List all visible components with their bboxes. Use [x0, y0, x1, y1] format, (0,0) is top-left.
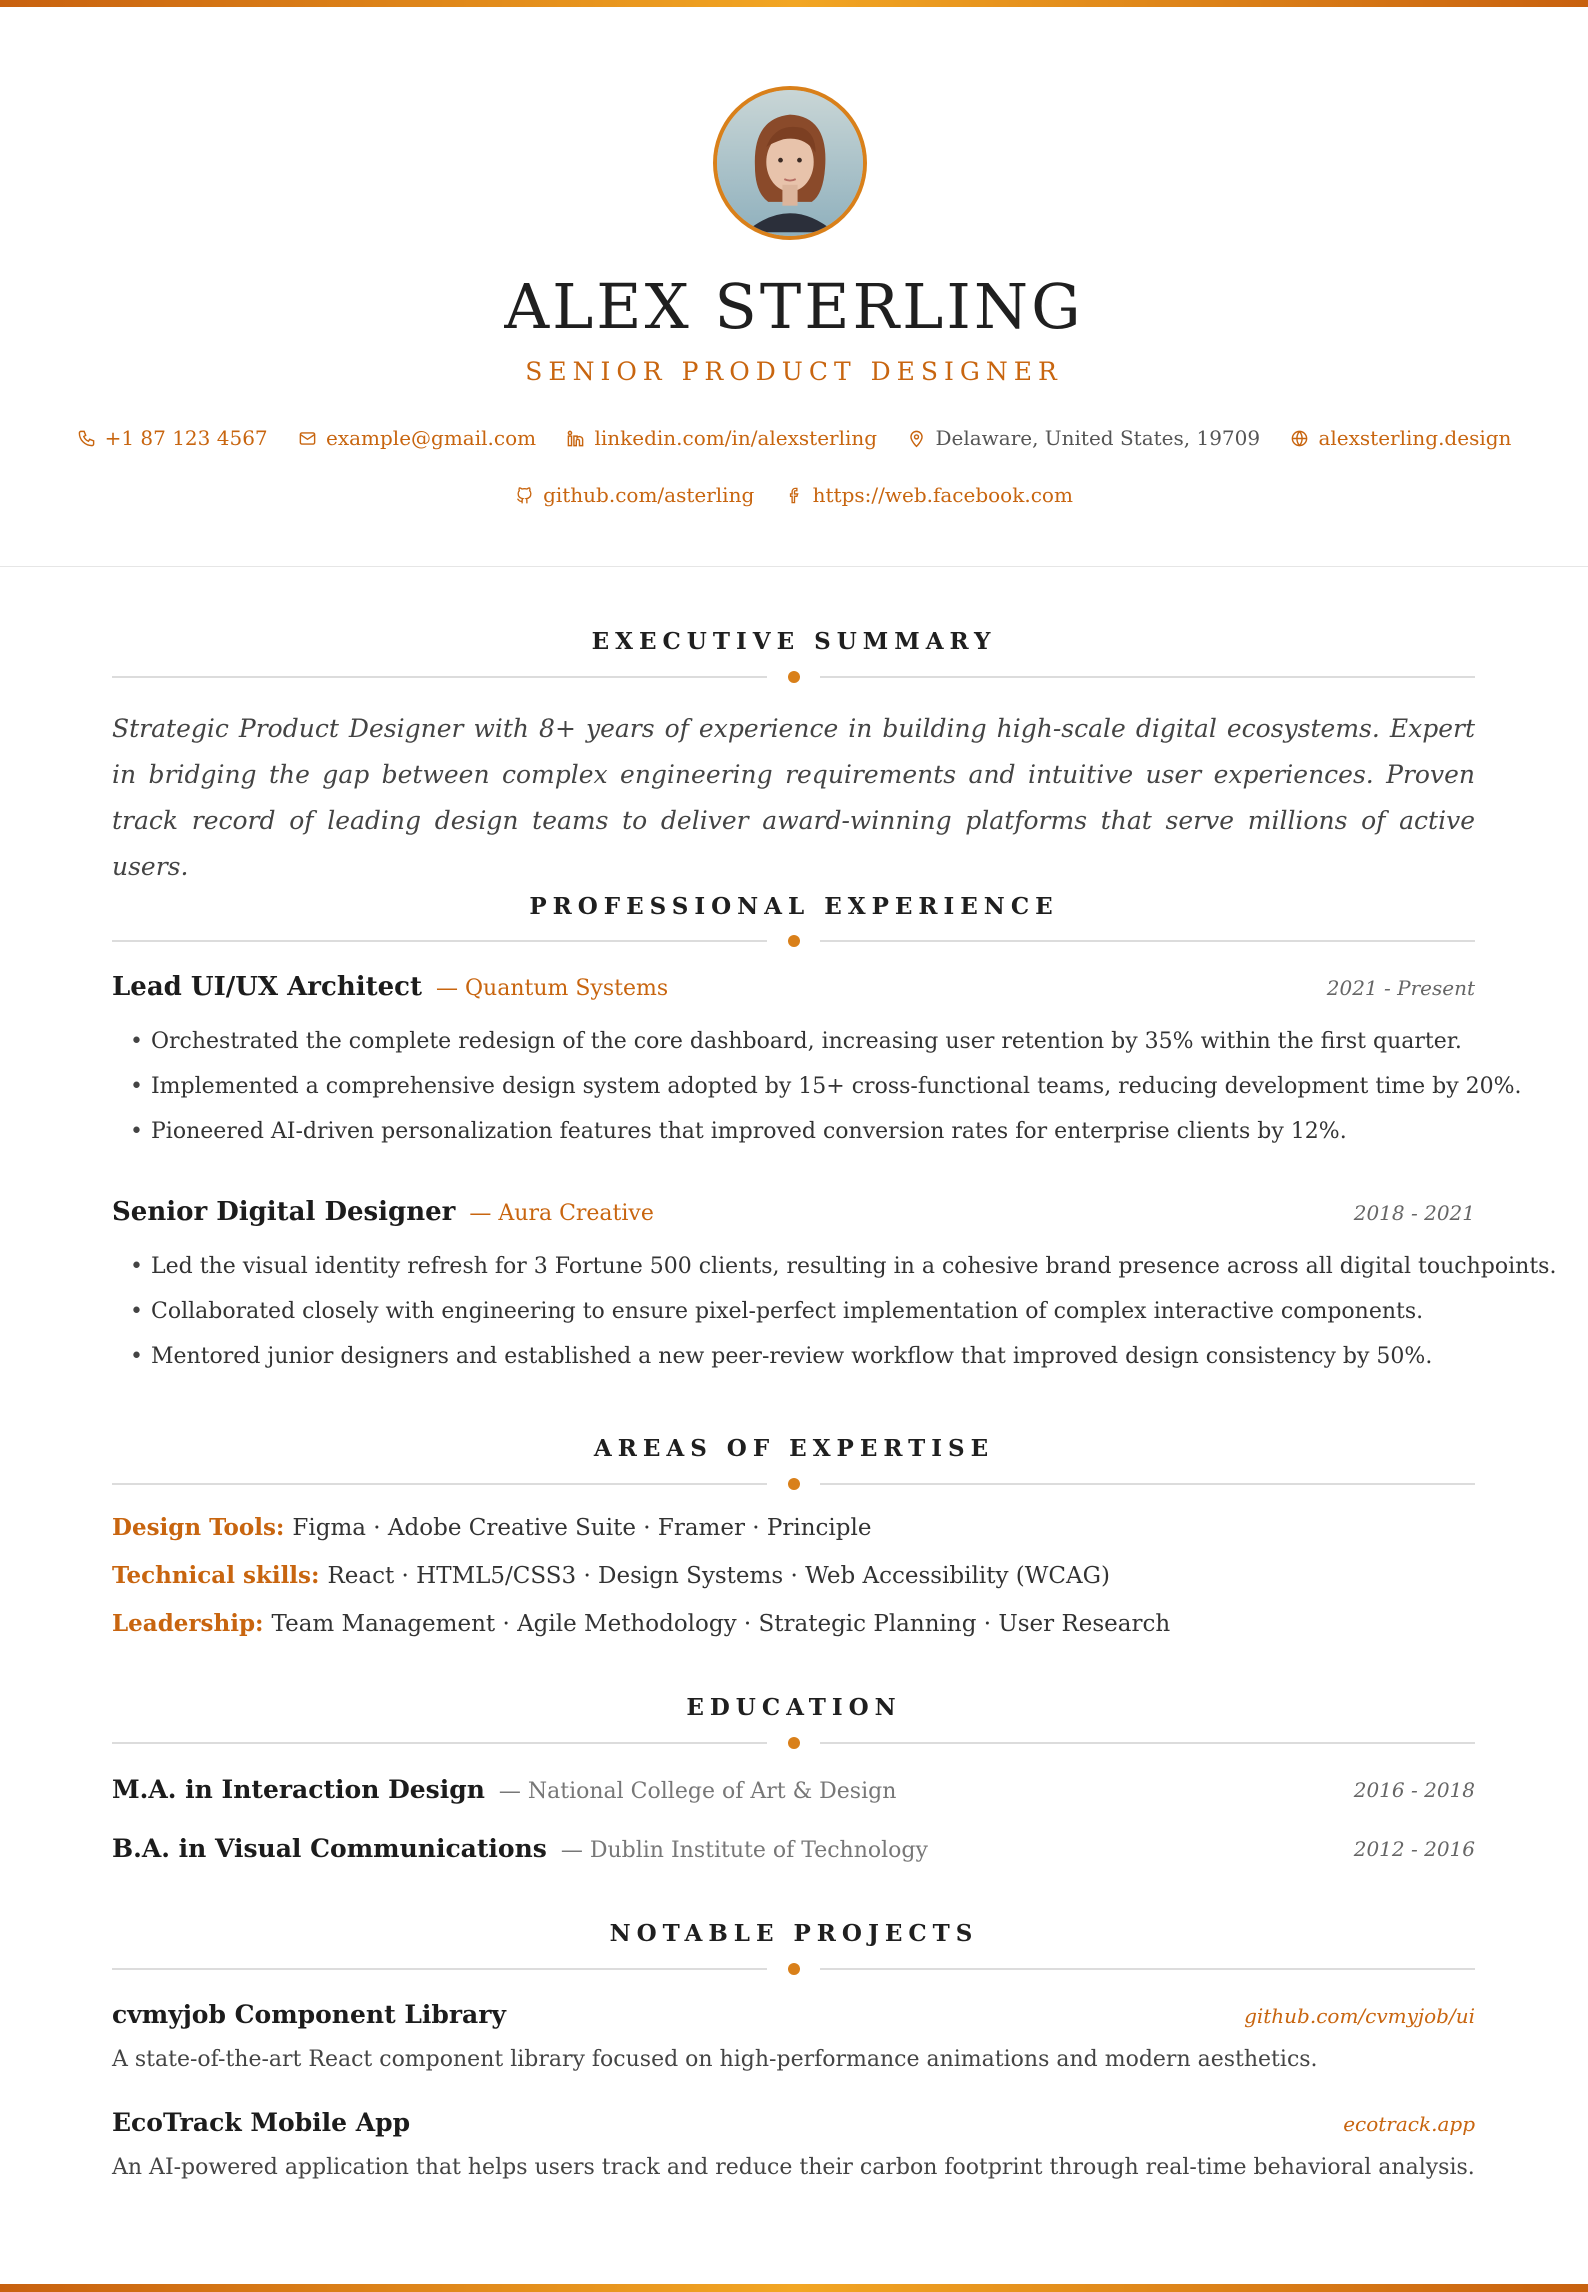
contact-facebook[interactable] — [785, 483, 1073, 507]
contact-phone[interactable] — [77, 426, 268, 450]
section-title-projects: NOTABLE PROJECTS — [609, 1920, 979, 1947]
education-dates: 2016 - 2018 — [1353, 1778, 1475, 1802]
bottom-accent-bar — [0, 2284, 1588, 2292]
education-degree: B.A. in Visual Communications — [112, 1834, 547, 1863]
job-bullets — [130, 1019, 1522, 1154]
location-pin-icon — [907, 429, 926, 448]
contact-row-2 — [0, 483, 1588, 510]
skill-row — [112, 1610, 1170, 1637]
contact-email[interactable] — [298, 426, 536, 450]
phone-text: +1 87 123 4567 — [104, 426, 268, 450]
education-entry — [112, 1775, 1475, 1809]
project-title: EcoTrack Mobile App — [112, 2108, 411, 2137]
section-divider — [112, 670, 1475, 682]
job-bullet: • Led the visual identity refresh for 3 Fortune 500 clients, resulting in a cohesive brand presence across all digital touchpoints. — [130, 1244, 1475, 1289]
phone-icon — [77, 429, 96, 448]
project-link[interactable]: ecotrack.app — [1343, 2112, 1475, 2136]
job-bullet: • Pioneered AI-driven personalization features that improved conversion rates for enterprise clients by 12%. — [130, 1109, 1475, 1154]
education-degree: M.A. in Interaction Design — [112, 1775, 485, 1804]
job-title: Senior Digital Designer — [112, 1197, 456, 1227]
education-institution: — Dublin Institute of Technology — [560, 1838, 928, 1863]
job-dates: 2018 - 2021 — [1353, 1201, 1475, 1225]
facebook-text: https://web.facebook.com — [812, 483, 1073, 507]
job-bullet: • Implemented a comprehensive design system adopted by 15+ cross-functional teams, reducing development time by 20%. — [130, 1064, 1475, 1109]
job-entry-header — [112, 972, 1475, 1006]
education-institution: — National College of Art & Design — [498, 1779, 897, 1804]
skill-row — [112, 1562, 1110, 1589]
portrait-image — [717, 90, 863, 236]
facebook-icon — [785, 486, 804, 505]
divider-dot-icon — [788, 935, 800, 947]
education-dates: 2012 - 2016 — [1353, 1837, 1475, 1861]
contact-github[interactable] — [515, 483, 754, 507]
divider-dot-icon — [788, 1963, 800, 1975]
contact-row-1 — [0, 426, 1588, 453]
job-bullet: • Mentored junior designers and established a new peer-review workflow that improved design consistency by 50%. — [130, 1334, 1475, 1379]
project-entry-header — [112, 2108, 1475, 2142]
section-title-expertise: AREAS OF EXPERTISE — [593, 1435, 995, 1462]
email-text: example@gmail.com — [326, 426, 537, 450]
candidate-role: SENIOR PRODUCT DESIGNER — [525, 357, 1063, 386]
section-divider — [112, 1962, 1475, 1974]
skill-label: Design Tools: — [112, 1514, 285, 1541]
project-title: cvmyjob Component Library — [112, 2000, 506, 2029]
section-title-education: EDUCATION — [686, 1694, 902, 1721]
contact-location — [907, 426, 1260, 450]
profile-photo — [713, 86, 867, 240]
contact-linkedin[interactable] — [566, 426, 877, 450]
github-text: github.com/asterling — [543, 483, 755, 507]
skill-row — [112, 1514, 871, 1541]
project-description: A state-of-the-art React component library focused on high-performance animations and modern aesthetics. — [112, 2047, 1318, 2072]
skill-value: Team Management · Agile Methodology · Strategic Planning · User Research — [271, 1611, 1171, 1637]
project-description: An AI-powered application that helps users track and reduce their carbon footprint through real-time behavioral analysis. — [112, 2155, 1475, 2180]
divider-dot-icon — [788, 1737, 800, 1749]
project-link[interactable]: github.com/cvmyjob/ui — [1244, 2004, 1475, 2028]
location-text: Delaware, United States, 19709 — [935, 426, 1261, 450]
project-entry-header — [112, 2000, 1475, 2034]
linkedin-text: linkedin.com/in/alexsterling — [594, 426, 878, 450]
job-bullet: • Orchestrated the complete redesign of the core dashboard, increasing user retention by 35% within the first quarter. — [130, 1019, 1475, 1064]
job-entry-header — [112, 1197, 1475, 1231]
mail-icon — [298, 429, 317, 448]
linkedin-icon — [566, 429, 585, 448]
section-title-summary: EXECUTIVE SUMMARY — [591, 628, 997, 655]
job-company: — Quantum Systems — [436, 976, 669, 1001]
section-divider — [112, 1477, 1475, 1489]
section-title-experience: PROFESSIONAL EXPERIENCE — [529, 893, 1059, 920]
contact-website[interactable] — [1290, 426, 1511, 450]
job-dates: 2021 - Present — [1326, 976, 1475, 1000]
skill-value: React · HTML5/CSS3 · Design Systems · Web Accessibility (WCAG) — [327, 1563, 1110, 1589]
job-title: Lead UI/UX Architect — [112, 972, 423, 1002]
skill-label: Technical skills: — [112, 1562, 320, 1589]
job-bullet: • Collaborated closely with engineering to ensure pixel-perfect implementation of complex interactive components. — [130, 1289, 1475, 1334]
divider-dot-icon — [788, 1478, 800, 1490]
resume-header — [0, 0, 1588, 567]
candidate-name: ALEX STERLING — [504, 270, 1084, 343]
skill-value: Figma · Adobe Creative Suite · Framer · Principle — [292, 1515, 872, 1541]
summary-text: Strategic Product Designer with 8+ years of experience in building high-scale digital ecosystems. Expert in bridging the gap between complex engineering requirements and intuitive user experiences. Proven track record of leading design teams to deliver award-winning platforms that serve millions of active users. — [112, 714, 1475, 881]
education-entry — [112, 1834, 1475, 1868]
section-divider — [112, 1736, 1475, 1748]
job-company: — Aura Creative — [469, 1201, 654, 1226]
globe-icon — [1290, 429, 1309, 448]
divider-dot-icon — [788, 671, 800, 683]
github-icon — [515, 486, 534, 505]
skill-label: Leadership: — [112, 1610, 264, 1637]
website-text: alexsterling.design — [1318, 426, 1512, 450]
section-divider — [112, 934, 1475, 946]
job-bullets — [130, 1244, 1557, 1379]
